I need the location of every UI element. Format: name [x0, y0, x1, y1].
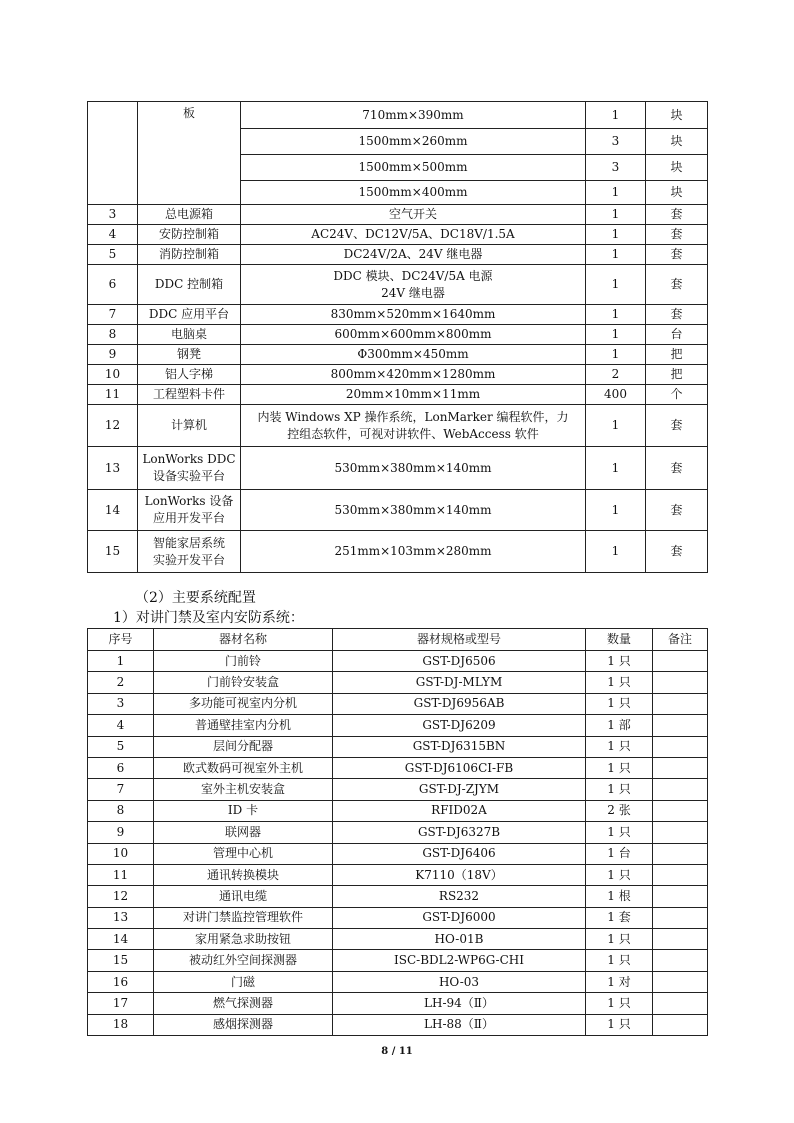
cell-qty: 1 [586, 531, 646, 573]
cell-spec: 530mm×380mm×140mm [241, 447, 586, 490]
page-number: 8 / 11 [381, 1046, 413, 1057]
cell-model: GST-DJ6506 [333, 651, 586, 672]
cell-qty: 1 [586, 490, 646, 531]
cell-model: GST-DJ6327B [333, 822, 586, 843]
cell-model: RS232 [333, 886, 586, 907]
cell-qty: 1 [586, 305, 646, 325]
cell-no: 9 [88, 822, 154, 843]
table-row [88, 800, 708, 821]
cell-name: 电脑桌 [138, 325, 241, 345]
cell-model: GST-DJ6000 [333, 907, 586, 928]
cell-name: 室外主机安装盒 [154, 779, 333, 800]
cell-note [653, 971, 708, 992]
table-row [88, 929, 708, 950]
cell-no: 18 [88, 1014, 154, 1035]
table-row [88, 886, 708, 907]
table-row [88, 993, 708, 1014]
cell-spec: 530mm×380mm×140mm [241, 490, 586, 531]
cell-name: 消防控制箱 [138, 245, 241, 265]
cell-no: 4 [88, 715, 154, 736]
cell-spec: 1500mm×260mm [241, 129, 586, 155]
cell-no: 1 [88, 651, 154, 672]
cell-no: 16 [88, 971, 154, 992]
cell-name: 欧式数码可视室外主机 [154, 757, 333, 778]
cell-unit: 套 [646, 205, 708, 225]
table-header-row [88, 629, 708, 651]
cell-name-line2: 设备实验平台 [152, 469, 225, 483]
cell-name: 普通壁挂室内分机 [154, 715, 333, 736]
cell-no: 12 [88, 886, 154, 907]
cell-spec: 1500mm×500mm [241, 155, 586, 181]
cell-name: 钢凳 [138, 345, 241, 365]
table-row [88, 971, 708, 992]
table-row [88, 822, 708, 843]
section-title: （2）主要系统配置 [135, 590, 256, 606]
cell-no: 5 [88, 245, 138, 265]
subsection-title: 1）对讲门禁及室内安防系统： [113, 610, 304, 626]
cell-name: 家用紧急求助按钮 [154, 929, 333, 950]
header-note: 备注 [653, 629, 708, 651]
table-row [88, 325, 708, 345]
cell-note [653, 843, 708, 864]
cell-name: 板 [138, 102, 241, 205]
cell-name: 安防控制箱 [138, 225, 241, 245]
cell-name: DDC 应用平台 [138, 305, 241, 325]
cell-unit: 块 [646, 129, 708, 155]
cell-no: 3 [88, 205, 138, 225]
table-row [88, 225, 708, 245]
cell-qty: 1 根 [586, 886, 653, 907]
cell-qty: 1 只 [586, 672, 653, 693]
cell-unit: 套 [646, 265, 708, 305]
cell-model: ISC-BDL2-WP6G-CHI [333, 950, 586, 971]
table-row [88, 531, 708, 573]
table-row [88, 715, 708, 736]
cell-no: 15 [88, 531, 138, 573]
cell-spec-line1: 内装 Windows XP 操作系统，LonMarker 编程软件，力 [257, 409, 569, 424]
cell-no: 6 [88, 265, 138, 305]
cell-model: HO-01B [333, 929, 586, 950]
cell-qty: 1 只 [586, 822, 653, 843]
cell-no: 12 [88, 405, 138, 447]
cell-unit: 块 [646, 181, 708, 205]
cell-unit: 块 [646, 155, 708, 181]
cell-qty: 3 [586, 129, 646, 155]
cell-no: 10 [88, 843, 154, 864]
cell-note [653, 693, 708, 714]
table-row [88, 447, 708, 490]
cell-note [653, 800, 708, 821]
cell-note [653, 736, 708, 757]
table-row [88, 490, 708, 531]
cell-no: 7 [88, 305, 138, 325]
table-row [88, 864, 708, 885]
cell-qty: 1 对 [586, 971, 653, 992]
cell-note [653, 950, 708, 971]
cell-name [138, 490, 241, 531]
cell-model: HO-03 [333, 971, 586, 992]
cell-name: 感烟探测器 [154, 1014, 333, 1035]
cell-qty: 1 [586, 345, 646, 365]
cell-qty: 1 只 [586, 693, 653, 714]
cell-note [653, 779, 708, 800]
cell-name: DDC 控制箱 [138, 265, 241, 305]
header-model: 器材规格或型号 [333, 629, 586, 651]
cell-no: 9 [88, 345, 138, 365]
cell-spec-line2: 控组态软件，可视对讲软件、WebAccess 软件 [287, 426, 539, 441]
cell-name: 对讲门禁监控管理软件 [154, 907, 333, 928]
cell-spec: DC24V/2A、24V 继电器 [241, 245, 586, 265]
system-config-table [87, 628, 708, 1036]
header-no: 序号 [88, 629, 154, 651]
cell-name: 总电源箱 [138, 205, 241, 225]
cell-spec: 830mm×520mm×1640mm [241, 305, 586, 325]
cell-no: 7 [88, 779, 154, 800]
cell-model: K7110（18V） [333, 864, 586, 885]
cell-note [653, 886, 708, 907]
cell-model: LH-94（Ⅱ） [333, 993, 586, 1014]
cell-name-line1: LonWorks DDC [142, 452, 236, 466]
cell-qty: 1 部 [586, 715, 653, 736]
cell-note [653, 715, 708, 736]
cell-qty: 1 只 [586, 929, 653, 950]
cell-qty: 2 [586, 365, 646, 385]
cell-model: GST-DJ6106CI-FB [333, 757, 586, 778]
table-row [88, 265, 708, 305]
cell-name: 工程塑料卡件 [138, 385, 241, 405]
cell-qty: 1 只 [586, 950, 653, 971]
table-row [88, 205, 708, 225]
cell-spec [241, 405, 586, 447]
table-row [88, 305, 708, 325]
table-row [88, 345, 708, 365]
cell-note [653, 1014, 708, 1035]
cell-note [653, 864, 708, 885]
cell-name: 管理中心机 [154, 843, 333, 864]
cell-name: 多功能可视室内分机 [154, 693, 333, 714]
table-row [88, 102, 708, 129]
cell-no: 3 [88, 693, 154, 714]
cell-spec: 251mm×103mm×280mm [241, 531, 586, 573]
cell-name: 铝人字梯 [138, 365, 241, 385]
cell-note [653, 651, 708, 672]
cell-name: 计算机 [138, 405, 241, 447]
cell-unit: 套 [646, 531, 708, 573]
cell-note [653, 757, 708, 778]
cell-name: 通讯转换模块 [154, 864, 333, 885]
cell-qty: 3 [586, 155, 646, 181]
cell-no: 4 [88, 225, 138, 245]
cell-model: GST-DJ6956AB [333, 693, 586, 714]
cell-name: 燃气探测器 [154, 993, 333, 1014]
cell-no: 8 [88, 800, 154, 821]
table-row [88, 365, 708, 385]
cell-model: GST-DJ6315BN [333, 736, 586, 757]
cell-name-line1: LonWorks 设备 [144, 494, 234, 508]
cell-spec: 1500mm×400mm [241, 181, 586, 205]
header-name: 器材名称 [154, 629, 333, 651]
cell-qty: 1 台 [586, 843, 653, 864]
cell-no: 8 [88, 325, 138, 345]
table-row [88, 843, 708, 864]
cell-model: LH-88（Ⅱ） [333, 1014, 586, 1035]
cell-spec-line2: 24V 继电器 [381, 285, 445, 300]
equipment-table [87, 101, 708, 573]
cell-qty: 1 只 [586, 1014, 653, 1035]
cell-unit: 套 [646, 225, 708, 245]
cell-no: 13 [88, 447, 138, 490]
table-row [88, 757, 708, 778]
cell-name: 通讯电缆 [154, 886, 333, 907]
cell-no: 17 [88, 993, 154, 1014]
cell-name: 层间分配器 [154, 736, 333, 757]
cell-name: ID 卡 [154, 800, 333, 821]
cell-spec: 20mm×10mm×11mm [241, 385, 586, 405]
cell-unit: 块 [646, 102, 708, 129]
cell-name-line1: 智能家居系统 [152, 535, 225, 550]
cell-spec: 600mm×600mm×800mm [241, 325, 586, 345]
cell-qty: 400 [586, 385, 646, 405]
cell-unit: 套 [646, 447, 708, 490]
cell-qty: 1 只 [586, 779, 653, 800]
cell-no: 5 [88, 736, 154, 757]
cell-note [653, 822, 708, 843]
cell-no: 15 [88, 950, 154, 971]
cell-no: 11 [88, 864, 154, 885]
cell-name: 门前铃安装盒 [154, 672, 333, 693]
cell-spec [241, 265, 586, 305]
cell-model: RFID02A [333, 800, 586, 821]
cell-qty: 1 只 [586, 993, 653, 1014]
cell-unit: 套 [646, 245, 708, 265]
cell-unit: 套 [646, 305, 708, 325]
cell-qty: 1 只 [586, 651, 653, 672]
cell-model: GST-DJ6406 [333, 843, 586, 864]
cell-name: 被动红外空间探测器 [154, 950, 333, 971]
cell-qty: 1 [586, 181, 646, 205]
cell-no: 14 [88, 490, 138, 531]
cell-spec: 空气开关 [241, 205, 586, 225]
cell-no: 2 [88, 672, 154, 693]
cell-qty: 1 [586, 245, 646, 265]
cell-no: 14 [88, 929, 154, 950]
cell-no: 13 [88, 907, 154, 928]
cell-note [653, 672, 708, 693]
cell-unit: 套 [646, 490, 708, 531]
header-qty: 数量 [586, 629, 653, 651]
cell-spec-line1: DDC 模块、DC24V/5A 电源 [333, 268, 493, 283]
table-row [88, 779, 708, 800]
cell-spec: 800mm×420mm×1280mm [241, 365, 586, 385]
cell-qty: 1 只 [586, 864, 653, 885]
cell-note [653, 993, 708, 1014]
cell-note [653, 907, 708, 928]
table-row [88, 1014, 708, 1035]
cell-name: 门磁 [154, 971, 333, 992]
table-row [88, 907, 708, 928]
cell-qty: 1 [586, 225, 646, 245]
cell-model: GST-DJ6209 [333, 715, 586, 736]
cell-spec: AC24V、DC12V/5A、DC18V/1.5A [241, 225, 586, 245]
cell-qty: 1 只 [586, 736, 653, 757]
cell-no [88, 102, 138, 205]
cell-qty: 1 [586, 102, 646, 129]
cell-name [138, 447, 241, 490]
cell-name: 联网器 [154, 822, 333, 843]
cell-name: 门前铃 [154, 651, 333, 672]
cell-qty: 1 [586, 205, 646, 225]
cell-qty: 2 张 [586, 800, 653, 821]
cell-name-line2: 实验开发平台 [152, 552, 225, 567]
cell-model: GST-DJ-MLYM [333, 672, 586, 693]
cell-unit: 套 [646, 405, 708, 447]
cell-spec: 710mm×390mm [241, 102, 586, 129]
cell-note [653, 929, 708, 950]
table-row [88, 672, 708, 693]
cell-qty: 1 套 [586, 907, 653, 928]
cell-no: 10 [88, 365, 138, 385]
cell-name [138, 531, 241, 573]
table-row [88, 385, 708, 405]
cell-unit: 个 [646, 385, 708, 405]
cell-qty: 1 [586, 447, 646, 490]
table-row [88, 245, 708, 265]
cell-unit: 把 [646, 345, 708, 365]
cell-no: 6 [88, 757, 154, 778]
table-row [88, 693, 708, 714]
cell-qty: 1 [586, 325, 646, 345]
table-row [88, 736, 708, 757]
cell-qty: 1 只 [586, 757, 653, 778]
cell-name-line2: 应用开发平台 [152, 511, 225, 525]
table-row [88, 950, 708, 971]
cell-spec: Φ300mm×450mm [241, 345, 586, 365]
cell-qty: 1 [586, 265, 646, 305]
table-row [88, 405, 708, 447]
cell-unit: 台 [646, 325, 708, 345]
cell-no: 11 [88, 385, 138, 405]
table-row [88, 651, 708, 672]
cell-qty: 1 [586, 405, 646, 447]
cell-unit: 把 [646, 365, 708, 385]
cell-model: GST-DJ-ZJYM [333, 779, 586, 800]
